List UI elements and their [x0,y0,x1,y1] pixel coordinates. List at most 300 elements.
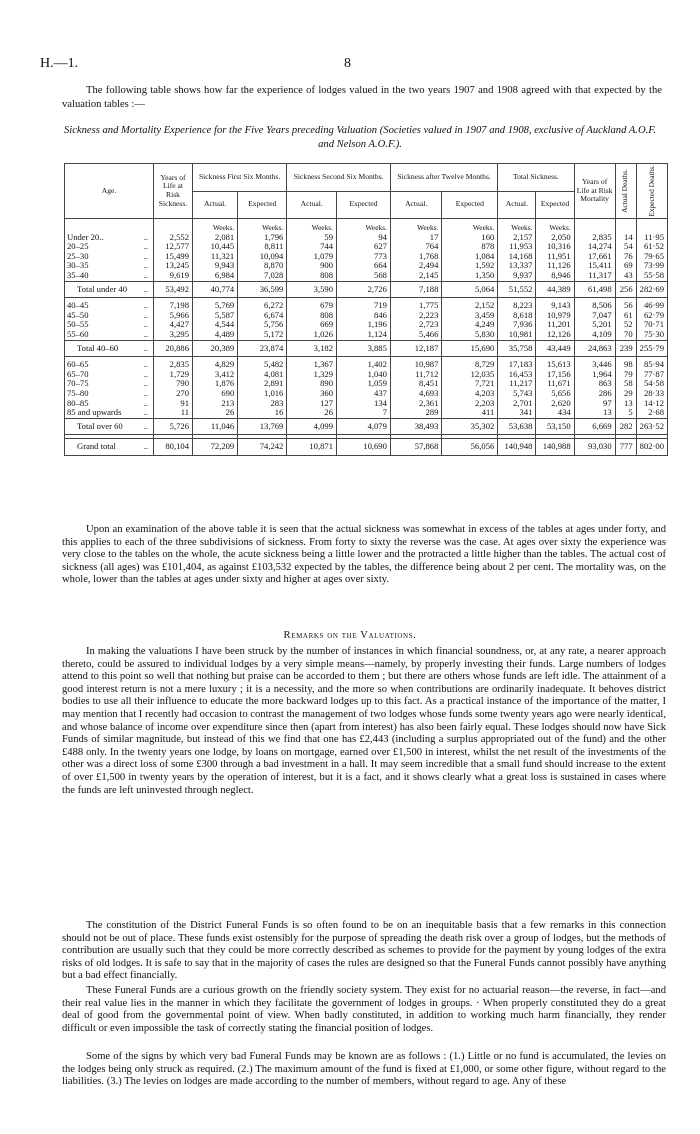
table-cell: 2,494 [390,261,441,271]
row-age-label: 80–85 .. [65,399,154,409]
table-cell: 12,577 [154,242,193,252]
table-cell: 11,317 [574,271,615,281]
table-row [65,271,668,281]
table-row [65,399,668,409]
table-cell: 437 [337,389,391,399]
page-number: 8 [344,56,351,71]
table-cell: 286 [574,389,615,399]
sub-actual: Actual. [193,191,238,219]
unit-label: Weeks. [498,219,536,233]
table-cell: 2,152 [442,301,498,311]
table-cell: 7 [337,408,391,418]
sub-actual: Actual. [390,191,441,219]
table-cell: 6,669 [574,418,615,435]
table-cell: 12,187 [390,340,441,357]
table-cell: 1,402 [337,360,391,370]
table-cell: 72,209 [193,439,238,456]
table-cell: 2,050 [536,233,574,243]
table-cell: 6,272 [238,301,287,311]
table-row [65,233,668,243]
row-age-label: 75–80 .. [65,389,154,399]
table-cell: 140,988 [536,439,574,456]
table-cell: 13 [574,408,615,418]
table-cell: 38,493 [390,418,441,435]
table-cell: 289 [390,408,441,418]
row-age-label: 85 and upwards .. [65,408,154,418]
table-cell: 4,249 [442,320,498,330]
table-cell: 58 [615,379,636,389]
table-cell: 8,946 [536,271,574,281]
table-cell: 1,196 [337,320,391,330]
table-cell: 93,030 [574,439,615,456]
table-cell: 4,693 [390,389,441,399]
table-cell: 7,028 [238,271,287,281]
table-cell: 11,671 [536,379,574,389]
table-cell: 282 [615,418,636,435]
table-total-row [65,340,668,357]
table-cell: 5,726 [154,418,193,435]
table-cell: 2,361 [390,399,441,409]
table-cell: 17,156 [536,370,574,380]
table-cell: 74,242 [238,439,287,456]
table-cell: 777 [615,439,636,456]
table-cell: 3,459 [442,311,498,321]
table-cell: 1,124 [337,330,391,340]
table-cell: 5,743 [498,389,536,399]
row-age-label: Under 20.. .. [65,233,154,243]
table-cell: 790 [154,379,193,389]
table-cell: 1,059 [337,379,391,389]
table-row [65,330,668,340]
table-cell: 13,245 [154,261,193,271]
unit-label: Weeks. [238,219,287,233]
sub-expected: Expected [442,191,498,219]
table-cell: 2,701 [498,399,536,409]
col-actual-deaths: Actual Deaths. [615,164,636,219]
sub-expected: Expected [536,191,574,219]
remarks-paragraph-funeral-growth: These Funeral Funds are a curious growth on the friendly society system. They exist for no actuarial reason—the reverse, in fact—and their real value lies in the manner in which they facilitate the government of lodges in groups. · When properly constituted they do a great deal of good from the governmental point of view. When badly constituted, in addition to working much harm financially, they render difficult or even impossible the task of correctly stating the financial position of lodges. [62,985,666,1034]
table-cell: 900 [287,261,337,271]
table-cell: 7,721 [442,379,498,389]
table-cell: 5,830 [442,330,498,340]
table-cell: 29 [615,389,636,399]
table-cell: 5,172 [238,330,287,340]
col-first-six-months: Sickness First Six Months. [193,164,287,192]
table-cell: 863 [574,379,615,389]
table-cell: 44,389 [536,281,574,298]
table-cell: 802·00 [636,439,667,456]
table-cell: 5,064 [442,281,498,298]
remarks-heading: Remarks on the Valuations. [283,630,417,641]
table-cell: 808 [287,271,337,281]
table-cell: 79 [615,370,636,380]
table-cell: 24,863 [574,340,615,357]
table-cell: 23,874 [238,340,287,357]
table-cell: 20,886 [154,340,193,357]
row-age-label: 35–40 .. [65,271,154,281]
table-cell: 14,274 [574,242,615,252]
table-cell: 1,329 [287,370,337,380]
table-cell: 4,081 [238,370,287,380]
col-years-mortality: Years of Life at Risk Mortality [574,164,615,219]
col-second-six-months: Sickness Second Six Months. [287,164,391,192]
row-age-label: 50–55 .. [65,320,154,330]
table-cell: 134 [337,399,391,409]
table-cell: 11,951 [536,252,574,262]
table-cell: 1,775 [390,301,441,311]
table-cell: 11,201 [536,320,574,330]
table-cell: 9,619 [154,271,193,281]
table-cell: 26 [193,408,238,418]
row-age-label: 45–50 .. [65,311,154,321]
sub-actual: Actual. [287,191,337,219]
table-cell: 9,143 [536,301,574,311]
table-row [65,252,668,262]
analysis-paragraph: Upon an examination of the above table it is seen that the actual sickness was somewhat in excess of the tables at ages under forty, and this applies to each of the three subdivisions of sickness. From forty to sixty the reverse was the case. At ages over sixty the experience was very close to the tables on the whole, the acute sickness being a little lower and the protracted a little higher than the tables. The actual cost of sickness (all ages) was £101,404, as against £103,532 expected by the tables, the difference being about 2 per cent. The mortality was, on the whole, lower than the tables at ages under sixty and higher at ages over sixty. [62,524,666,586]
table-cell: 40,774 [193,281,238,298]
table-row [65,360,668,370]
table-row [65,242,668,252]
table-cell: 43,449 [536,340,574,357]
table-cell: 568 [337,271,391,281]
table-cell: 1,016 [238,389,287,399]
table-cell: 43 [615,271,636,281]
table-cell: 54·58 [636,379,667,389]
table-cell: 140,948 [498,439,536,456]
sub-expected: Expected [337,191,391,219]
table-cell: 1,367 [287,360,337,370]
table-cell: 1,040 [337,370,391,380]
table-cell: 690 [193,389,238,399]
table-cell: 808 [287,311,337,321]
table-cell: 5,756 [238,320,287,330]
table-cell: 12,035 [442,370,498,380]
table-cell: 97 [574,399,615,409]
table-cell: 282·69 [636,281,667,298]
table-row [65,408,668,418]
table-cell: 13,337 [498,261,536,271]
table-cell: 773 [337,252,391,262]
table-cell: 669 [287,320,337,330]
table-cell: 15,411 [574,261,615,271]
table-cell: 56 [615,301,636,311]
table-cell: 46·99 [636,301,667,311]
table-cell: 3,885 [337,340,391,357]
table-cell: 3,412 [193,370,238,380]
col-years-of-life: Years of Life at Risk Sickness. [154,164,193,219]
table-cell: 9,943 [193,261,238,271]
table-cell: 3,446 [574,360,615,370]
table-cell: 54 [615,242,636,252]
table-cell: 59 [287,233,337,243]
table-cell: 256 [615,281,636,298]
table-cell: 10,987 [390,360,441,370]
table-cell: 70·71 [636,320,667,330]
table-cell: 11,321 [193,252,238,262]
table-cell: 91 [154,399,193,409]
table-row [65,370,668,380]
table-row [65,379,668,389]
table-cell: 11 [154,408,193,418]
col-total-sickness: Total Sickness. [498,164,574,192]
table-cell: 28·33 [636,389,667,399]
table-cell: 1,964 [574,370,615,380]
table-cell: 6,984 [193,271,238,281]
table-cell: 5,966 [154,311,193,321]
table-cell: 11,046 [193,418,238,435]
unit-label: Weeks. [337,219,391,233]
table-cell: 69 [615,261,636,271]
row-age-label: 70–75 .. [65,379,154,389]
row-age-label: 40–45 .. [65,301,154,311]
table-cell: 76 [615,252,636,262]
table-cell: 8,729 [442,360,498,370]
table-cell: 627 [337,242,391,252]
table-cell: 2,552 [154,233,193,243]
table-cell: 8,870 [238,261,287,271]
table-cell: 61·52 [636,242,667,252]
table-cell: 846 [337,311,391,321]
table-cell: 213 [193,399,238,409]
table-cell: 75·30 [636,330,667,340]
table-total-row [65,439,668,456]
row-age-label: 25–30 .. [65,252,154,262]
table-cell: 8,506 [574,301,615,311]
table-cell: 3,182 [287,340,337,357]
remarks-paragraph-funeral-funds: The constitution of the District Funeral Funds is so often found to be on an inequitable basis that a few remarks in this connection should not be out of place. These funds exist ostensibly for the purpose of spreading the death risk over a group of lodges, but the methods of contribution are usually such that they could be more correctly described as schemes to provide for the payment by young lodges of the extra risks of old lodges. It is safe to say that in the majority of cases the rules are designed so that the Funeral Funds cannot possibly have anything but a bad effect financially. [62,920,666,982]
document-reference: H.—1. [40,56,79,71]
table-cell: 26 [287,408,337,418]
table-cell: 434 [536,408,574,418]
table-cell: 52 [615,320,636,330]
table-cell: 4,099 [287,418,337,435]
table-cell: 1,876 [193,379,238,389]
row-age-label: Grand total .. [65,439,154,456]
table-cell: 9,937 [498,271,536,281]
unit-label: Weeks. [442,219,498,233]
table-cell: 2,726 [337,281,391,298]
table-cell: 283 [238,399,287,409]
table-cell: 11,953 [498,242,536,252]
table-cell: 2,620 [536,399,574,409]
table-total-row [65,418,668,435]
table-cell: 17,661 [574,252,615,262]
row-age-label: Total 40–60 .. [65,340,154,357]
table-cell: 98 [615,360,636,370]
table-row [65,311,668,321]
unit-label: Weeks. [287,219,337,233]
table-cell: 13 [615,399,636,409]
table-cell: 11·95 [636,233,667,243]
table-cell: 890 [287,379,337,389]
table-cell: 360 [287,389,337,399]
row-age-label: 55–60 .. [65,330,154,340]
table-cell: 270 [154,389,193,399]
table-row [65,320,668,330]
table-cell: 7,936 [498,320,536,330]
table-cell: 1,729 [154,370,193,380]
table-cell: 94 [337,233,391,243]
table-cell: 239 [615,340,636,357]
remarks-paragraph-investment: In making the valuations I have been struck by the number of instances in which financial soundness, or, at any rate, a nearer approach thereto, could be assured to individual lodges by a very simple means—namely, by properly investing their funds. Large numbers of lodges attend to this point so well that nothing but praise can be accorded to them ; but there are others whose funds are left idle. The attainment of a good interest return is not a mere luxury ; it is a necessity, and the more so when contributions are ordinarily inadequate. It behoves district bodies to use all their influence to educate the more backward lodges up to this fact. As a practical instance of the importance of the matter, I may mention that I recently had occasion to contrast the management of two lodges whose funds some twenty years ago were nearly identical, and whose balance of income over expenditure since then (apart from interest) has also been fairly equal. These lodges should now have Sick Funds of similar magnitude, but instead of this we find that one has £2,443 (including a surplus appropriated out of the fund) and the other £488 only. In the twenty years one lodge, by loans on mortgage, earned over £1,500 in interest, whilst the net result of the investments of the other was a direct loss of some £300 through a bad investment in a hall. It may seem incredible that a small fund should increase to the extent of over £1,500 in twenty years by the operation of interest, but it is a fact, and it shows clearly what a great loss is sustained in cases where the funds are left uninvested through neglect. [62,646,666,796]
table-cell: 263·52 [636,418,667,435]
table-cell: 77·87 [636,370,667,380]
table-cell: 2·68 [636,408,667,418]
table-cell: 3,295 [154,330,193,340]
table-cell: 5,587 [193,311,238,321]
table-cell: 15,613 [536,360,574,370]
table-cell: 1,592 [442,261,498,271]
table-cell: 61 [615,311,636,321]
sickness-mortality-table [64,163,668,456]
table-cell: 79·65 [636,252,667,262]
table-cell: 411 [442,408,498,418]
table-cell: 14,168 [498,252,536,262]
table-cell: 53,638 [498,418,536,435]
table-cell: 4,544 [193,320,238,330]
table-cell: 51,552 [498,281,536,298]
table-cell: 160 [442,233,498,243]
row-age-label: Total over 60 .. [65,418,154,435]
table-cell: 2,835 [154,360,193,370]
table-cell: 10,690 [337,439,391,456]
table-cell: 12,126 [536,330,574,340]
table-cell: 8,451 [390,379,441,389]
table-cell: 11,712 [390,370,441,380]
table-cell: 17 [390,233,441,243]
table-cell: 15,690 [442,340,498,357]
table-cell: 664 [337,261,391,271]
table-cell: 4,489 [193,330,238,340]
table-cell: 4,109 [574,330,615,340]
sub-actual: Actual. [498,191,536,219]
row-age-label: 20–25 .. [65,242,154,252]
table-cell: 10,871 [287,439,337,456]
table-cell: 719 [337,301,391,311]
table-cell: 2,223 [390,311,441,321]
table-cell: 4,427 [154,320,193,330]
table-cell: 10,094 [238,252,287,262]
table-cell: 20,389 [193,340,238,357]
remarks-paragraph-signs: Some of the signs by which very bad Funeral Funds may be known are as follows : (1.) Little or no fund is accumulated, the levies on the lodges being only struck as required. (2.) The maximum amount of the fund is fixed at £1,000, or some other figure, without regard to the liabilities. (3.) The levies on lodges are made according to the number of members, without regard to age. Any of these [62,1051,666,1088]
row-age-label: Total under 40 .. [65,281,154,298]
table-cell: 7,188 [390,281,441,298]
table-cell: 10,981 [498,330,536,340]
table-cell: 5,482 [238,360,287,370]
table-cell: 8,811 [238,242,287,252]
unit-label: Weeks. [390,219,441,233]
table-cell: 2,081 [193,233,238,243]
table-cell: 7,047 [574,311,615,321]
table-cell: 878 [442,242,498,252]
unit-label: Weeks. [536,219,574,233]
table-cell: 80,104 [154,439,193,456]
table-cell: 10,445 [193,242,238,252]
table-cell: 13,769 [238,418,287,435]
table-cell: 1,796 [238,233,287,243]
intro-paragraph: The following table shows how far the experience of lodges valued in the two years 1907 and 1908 agreed with that expected by the valuation tables :— [62,85,662,110]
table-cell: 3,590 [287,281,337,298]
table-row [65,389,668,399]
table-cell: 11,126 [536,261,574,271]
table-total-row [65,281,668,298]
table-cell: 1,350 [442,271,498,281]
table-cell: 57,868 [390,439,441,456]
table-row [65,301,668,311]
table-cell: 53,492 [154,281,193,298]
table-cell: 5 [615,408,636,418]
table-cell: 36,599 [238,281,287,298]
table-cell: 11,217 [498,379,536,389]
table-cell: 17,183 [498,360,536,370]
table-cell: 15,499 [154,252,193,262]
col-age: Age. [65,164,154,219]
row-age-label: 65–70 .. [65,370,154,380]
table-cell: 55·58 [636,271,667,281]
unit-label: Weeks. [193,219,238,233]
table-cell: 744 [287,242,337,252]
table-row [65,261,668,271]
table-cell: 5,201 [574,320,615,330]
table-cell: 127 [287,399,337,409]
table-cell: 1,079 [287,252,337,262]
table-cell: 2,203 [442,399,498,409]
table-cell: 1,084 [442,252,498,262]
table-cell: 85·94 [636,360,667,370]
table-cell: 1,768 [390,252,441,262]
row-age-label: 60–65 .. [65,360,154,370]
table-cell: 35,302 [442,418,498,435]
table-cell: 255·79 [636,340,667,357]
table-cell: 2,145 [390,271,441,281]
table-cell: 35,758 [498,340,536,357]
table-cell: 4,203 [442,389,498,399]
table-cell: 8,223 [498,301,536,311]
table-cell: 1,026 [287,330,337,340]
table-cell: 10,979 [536,311,574,321]
table-caption: Sickness and Mortality Experience for the Five Years preceding Valuation (Societies valued in 1907 and 1908, exclusive of Auckland A.O.F. and Nelson A.O.F.). [63,125,657,150]
table-cell: 73·99 [636,261,667,271]
table-cell: 16 [238,408,287,418]
table-cell: 10,316 [536,242,574,252]
table-cell: 7,198 [154,301,193,311]
table-cell: 61,498 [574,281,615,298]
table-cell: 5,656 [536,389,574,399]
table-cell: 70 [615,330,636,340]
table-cell: 5,466 [390,330,441,340]
table-cell: 341 [498,408,536,418]
table-cell: 16,453 [498,370,536,380]
table-cell: 62·79 [636,311,667,321]
table-cell: 2,723 [390,320,441,330]
table-cell: 2,157 [498,233,536,243]
table-cell: 2,835 [574,233,615,243]
table-cell: 14·12 [636,399,667,409]
table-cell: 4,079 [337,418,391,435]
units-row [65,219,668,233]
table-cell: 6,674 [238,311,287,321]
table-cell: 5,769 [193,301,238,311]
table-cell: 8,618 [498,311,536,321]
table-cell: 56,056 [442,439,498,456]
col-after-twelve-months: Sickness after Twelve Months. [390,164,497,192]
table-cell: 4,829 [193,360,238,370]
table-cell: 14 [615,233,636,243]
sub-expected: Expected [238,191,287,219]
table-cell: 679 [287,301,337,311]
table-cell: 2,891 [238,379,287,389]
table-cell: 764 [390,242,441,252]
